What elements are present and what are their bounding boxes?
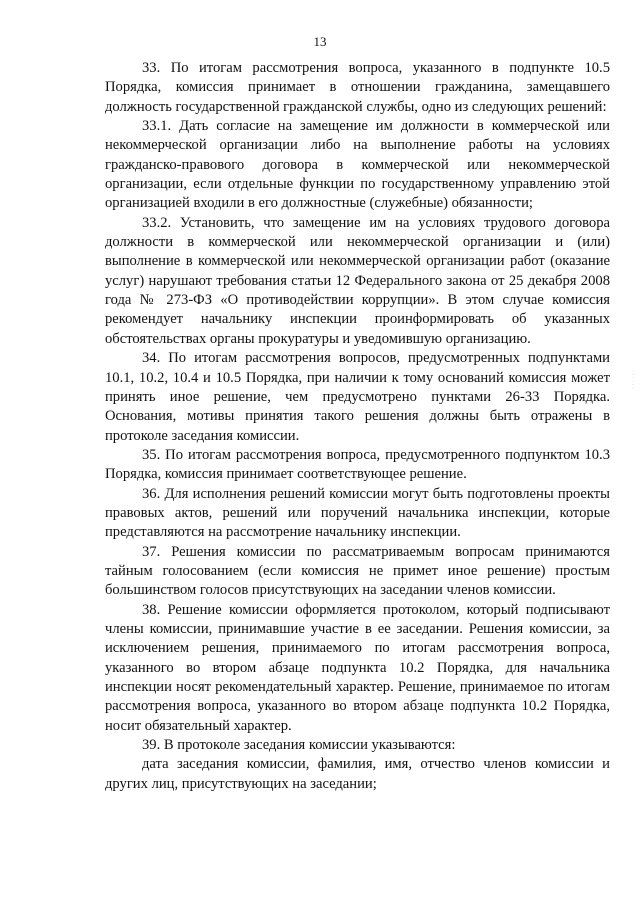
paragraph-35: 35. По итогам рассмотрения вопроса, предусмотренного подпунктом 10.3 Порядка, комиссия принимает соответствующее решение. xyxy=(105,446,610,483)
paragraph-37: 37. Решения комиссии по рассматриваемым вопросам принимаются тайным голосованием (если комиссия не примет иное решение) простым большинством голосов присутствующих на заседании членов комиссии. xyxy=(105,543,610,599)
paragraph-39: 39. В протоколе заседания комиссии указываются: xyxy=(142,737,456,754)
paragraph-34: 34. По итогам рассмотрения вопросов, предусмотренных подпунктами 10.1, 10.2, 10.4 и 10.5 Порядка, при наличии к тому оснований комиссия может принять иное решение, чем предусмотрено пунктами 26-33 Порядка. Основания, мотивы принятия такого решения должны быть отражены в протоколе заседания комиссии. xyxy=(105,350,610,444)
paragraph-33-1: 33.1. Дать согласие на замещение им должности в коммерческой или некоммерческой организации либо на выполнение работы на условиях гражданско-правового договора в коммерческой или некоммерческой организации, если отдельные функции по государственному управлению этой организацией входили в его должностные (служебные) обязанности; xyxy=(105,118,610,212)
paragraph-38: 38. Решение комиссии оформляется протоколом, который подписывают члены комиссии, принимавшие участие в ее заседании. Решения комиссии, за исключением решения, принимаемого по итогам рассмотрения вопроса, указанного во втором абзаце подпункта 10.2 Порядка, для начальника инспекции носят рекомендательный характер. Решение, принимаемое по итогам рассмотрения вопроса, указанного во втором абзаце подпункта 10.2 Порядка, носит обязательный характер. xyxy=(105,601,610,734)
paragraph-39-item-1: дата заседания комиссии, фамилия, имя, отчество членов комиссии и других лиц, присутствующих на заседании; xyxy=(105,756,610,792)
page-number: 13 xyxy=(313,34,327,49)
paragraph-33: 33. По итогам рассмотрения вопроса, указанного в подпункте 10.5 Порядка, комиссия принимает в отношении гражданина, замещавшего должность государственной гражданской службы, одно из следующих решений: xyxy=(105,60,610,115)
paragraph-36: 36. Для исполнения решений комиссии могут быть подготовлены проекты правовых актов, решений или поручений начальника инспекции, которые представляются на рассмотрение начальнику инспекции. xyxy=(105,485,610,541)
document-body xyxy=(105,59,610,794)
paragraph-33-2: 33.2. Установить, что замещение им на условиях трудового договора должности в коммерческой или некоммерческой организации и (или) выполнение в коммерческой или некоммерческой организации работ (оказание услуг) нарушают требования статьи 12 Федерального закона от 25 декабря 2008 года № 273-ФЗ «О противодействии коррупции». В этом случае комиссия рекомендует начальнику инспекции проинформировать об указанных обстоятельствах органы прокуратуры и уведомившую организацию. xyxy=(105,214,610,347)
margin-stamp-mark: ‧ ‧ ‧ ‧ ‧ ‧ xyxy=(629,370,635,389)
